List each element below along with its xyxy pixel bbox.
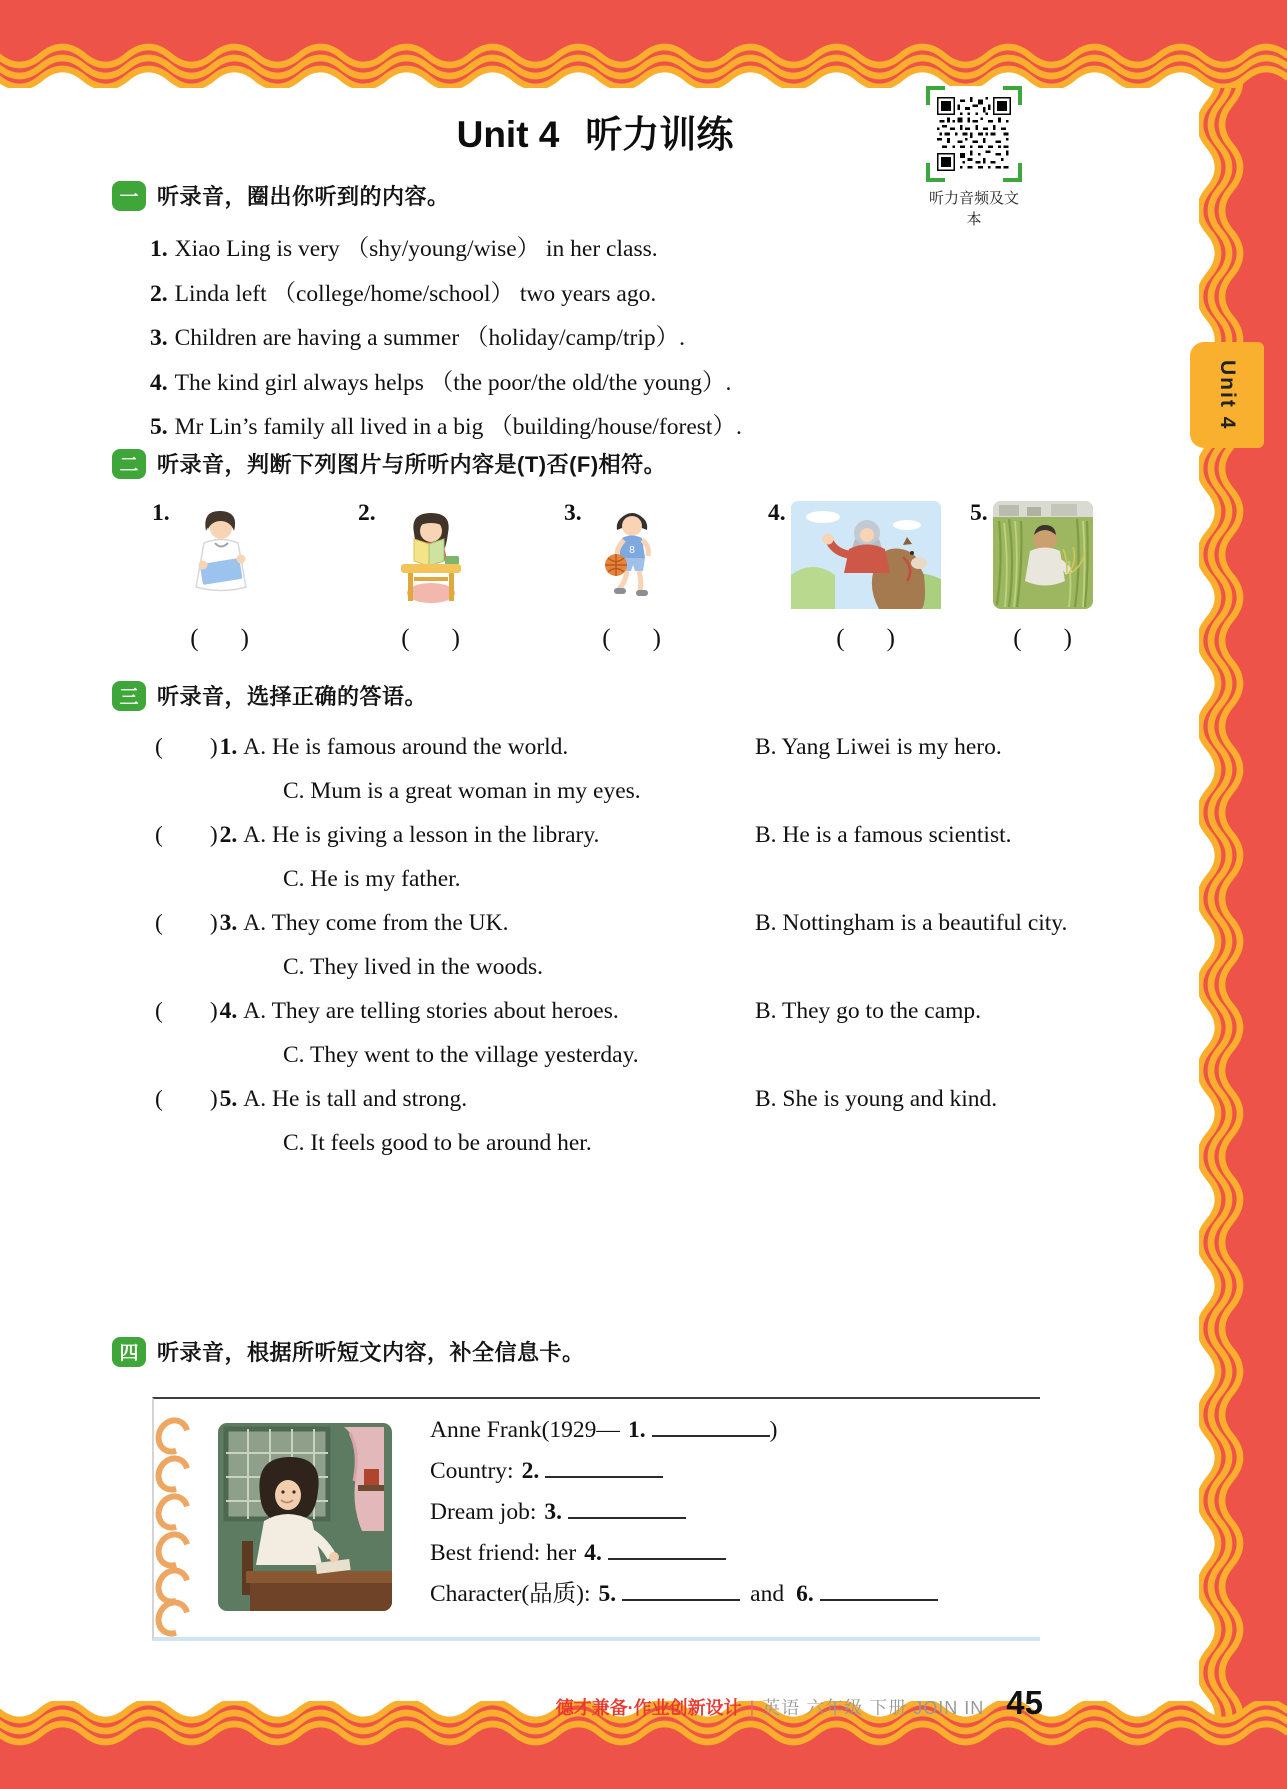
section-one-title: 听录音，圈出你听到的内容。 (157, 184, 450, 209)
qr-label: 听力音频及文本 (928, 190, 1019, 228)
card-line: Character(品质): 5. and 6. (430, 1579, 938, 1609)
answer-blank: ( ) (155, 734, 218, 760)
footer-brand: 德才兼备·作业创新设计 (555, 1698, 742, 1718)
option-b: B. She is young and kind. (755, 1086, 998, 1112)
option-a: A. They are telling stories about heroes. (243, 998, 619, 1024)
option-a: A. They come from the UK. (243, 910, 509, 936)
answer-parentheses: ( ) (602, 625, 661, 652)
listening-item: 1. Xiao Ling is very （shy/young/wise） in her class. (150, 236, 658, 262)
section-choose-response (112, 680, 1197, 1173)
picture-item: 4. ( ) (768, 501, 941, 653)
listening-item: 5. Mr Lin’s family all lived in a big （building/house/forest）. (150, 414, 742, 440)
option-c: C. He is my father. (283, 866, 461, 892)
fill-in-blank (608, 1538, 726, 1560)
section-four-badge: 四 (112, 1337, 146, 1367)
section-three-title: 听录音，选择正确的答语。 (157, 684, 428, 709)
page-title-cn: 听力训练 (585, 114, 734, 155)
option-a: A. He is famous around the world. (243, 734, 569, 760)
fill-in-blank (568, 1497, 686, 1519)
unit-tab-label: Unit 4 (1216, 359, 1239, 431)
picture-item: 2. ( ) (358, 501, 481, 653)
option-b: B. Nottingham is a beautiful city. (755, 910, 1068, 936)
question-row: ( )1. A. He is famous around the world. B. Yang Liwei is my hero. (155, 733, 1197, 762)
top-border-decoration (0, 0, 1287, 88)
binder-ring-icon (149, 1411, 197, 1461)
female-doctor-reading-icon (175, 501, 265, 609)
page-number: 45 (1006, 1684, 1043, 1721)
option-b: B. He is a famous scientist. (755, 822, 1012, 848)
option-b: B. Yang Liwei is my hero. (755, 734, 1002, 760)
answer-parentheses: ( ) (1013, 625, 1072, 652)
option-a: A. He is tall and strong. (243, 1086, 468, 1112)
listening-item: 3. Children are having a summer （holiday/camp/trip）. (150, 325, 685, 351)
scientist-in-rice-field-photo (993, 501, 1093, 609)
section-circle-choice (112, 180, 1197, 458)
boy-playing-basketball-icon (587, 501, 677, 609)
section-one-badge: 一 (112, 181, 146, 211)
option-a: A. He is giving a lesson in the library. (243, 822, 600, 848)
fill-in-blank (820, 1579, 938, 1601)
question-row: ( )3. A. They come from the UK. B. Nottingham is a beautiful city. (155, 909, 1197, 938)
answer-parentheses: ( ) (836, 625, 895, 652)
knight-riding-horse-icon (791, 501, 941, 609)
picture-item: 3. 8 ( ) (564, 501, 677, 653)
right-border-decoration (1199, 62, 1287, 1727)
answer-parentheses: ( ) (401, 625, 460, 652)
option-c: C. They went to the village yesterday. (283, 1042, 639, 1068)
section-complete-info-card (112, 1336, 1197, 1641)
option-b: B. They go to the camp. (755, 998, 982, 1024)
answer-blank: ( ) (155, 822, 218, 848)
section-two-badge: 二 (112, 449, 146, 479)
svg-text:8: 8 (628, 545, 635, 556)
section-two-title: 听录音，判断下列图片与所听内容是(T)否(F)相符。 (157, 452, 667, 477)
footer-edition-info: 英语 六年级 下册 JOIN IN (762, 1698, 985, 1718)
unit-tab (1190, 342, 1264, 448)
card-line: Country: 2. (430, 1456, 938, 1486)
page-title-en: Unit 4 (456, 114, 560, 155)
card-line: Best friend: her 4. (430, 1538, 938, 1568)
question-row: ( )2. A. He is giving a lesson in the library. B. He is a famous scientist. (155, 821, 1197, 850)
binder-ring-icon (149, 1449, 197, 1499)
fill-in-blank (622, 1579, 740, 1601)
qr-code-block (924, 86, 1024, 229)
answer-blank: ( ) (155, 910, 218, 936)
info-card (152, 1397, 1040, 1641)
picture-item: 5. ( ) (970, 501, 1093, 653)
binder-ring-icon (149, 1487, 197, 1537)
answer-blank: ( ) (155, 1086, 218, 1112)
card-line: Anne Frank(1929— 1. ) (430, 1417, 778, 1443)
answer-blank: ( ) (155, 998, 218, 1024)
option-c: C. It feels good to be around her. (283, 1130, 592, 1156)
section-true-false-pictures (112, 448, 1197, 679)
picture-item: 1. ( ) (152, 501, 265, 653)
question-row: ( )5. A. He is tall and strong. B. She is young and kind. (155, 1085, 1197, 1114)
page-footer (0, 1684, 1195, 1722)
anne-frank-photo (218, 1423, 392, 1611)
card-line: Dream job: 3. (430, 1497, 938, 1527)
answer-parentheses: ( ) (190, 625, 249, 652)
listening-item: 4. The kind girl always helps （the poor/the old/the young）. (150, 369, 732, 396)
fill-in-blank (545, 1456, 663, 1478)
section-three-badge: 三 (112, 681, 146, 711)
section-four-title: 听录音，根据所听短文内容，补全信息卡。 (157, 1340, 585, 1365)
option-c: C. They lived in the woods. (283, 954, 544, 980)
girl-reading-at-desk-icon (381, 501, 481, 609)
qr-code-icon (926, 86, 1022, 182)
question-row: ( )4. A. They are telling stories about heroes. B. They go to the camp. (155, 997, 1197, 1026)
footer-divider: | (749, 1698, 755, 1718)
fill-in-blank (652, 1415, 770, 1437)
option-c: C. Mum is a great woman in my eyes. (283, 778, 641, 804)
listening-item: 2. Linda left （college/home/school） two years ago. (150, 280, 657, 307)
binder-ring-icon (149, 1593, 197, 1643)
